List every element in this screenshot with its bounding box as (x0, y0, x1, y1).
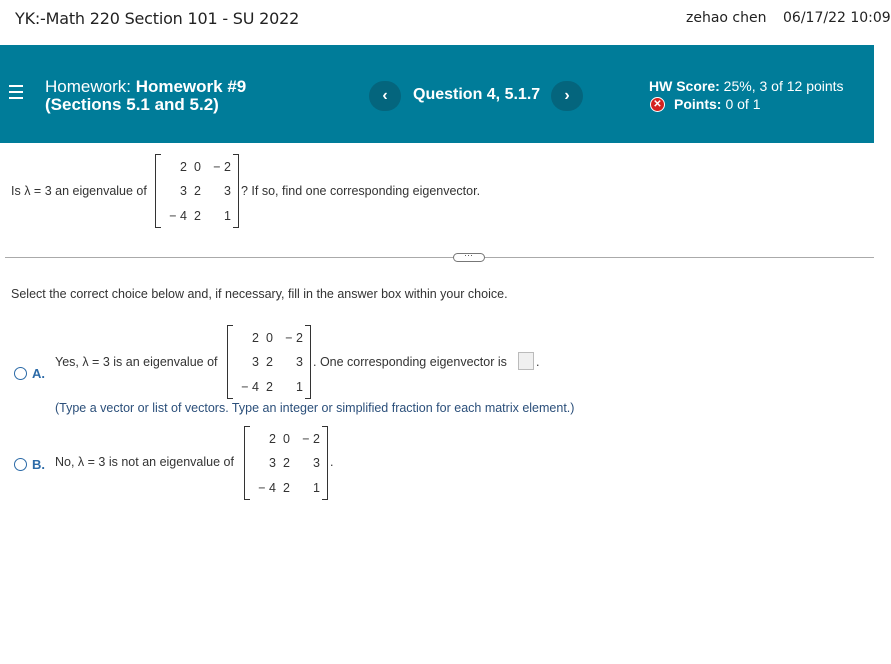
homework-subtitle: (Sections 5.1 and 5.2) (45, 95, 219, 114)
matrix-right-bracket (322, 426, 328, 500)
matrix-cell: 2 (266, 355, 273, 369)
matrix-cell: 2 (194, 184, 201, 198)
choice-b-prefix: No, λ = 3 is not an eigenvalue of (55, 455, 234, 469)
matrix-cell: 2 (269, 432, 276, 446)
matrix-right-bracket (233, 154, 239, 228)
matrix-cell: 1 (224, 209, 231, 223)
choice-a-letter[interactable]: A. (32, 366, 45, 381)
matrix-cell: 3 (313, 456, 320, 470)
next-question-button[interactable]: › (551, 81, 583, 111)
hw-score (649, 78, 844, 94)
choice-b-period: . (330, 455, 334, 469)
points-value: 0 of 1 (725, 96, 761, 112)
matrix-cell: 0 (194, 160, 201, 174)
matrix-cell: 1 (313, 481, 320, 495)
matrix-cell: − 2 (285, 331, 303, 345)
matrix-cell: 2 (283, 481, 290, 495)
matrix-cell: 0 (266, 331, 273, 345)
matrix-left-bracket (244, 426, 250, 500)
choice-b-radio[interactable] (14, 458, 27, 471)
matrix-cell: 2 (252, 331, 259, 345)
question-points (650, 96, 760, 112)
choice-a-hint: (Type a vector or list of vectors. Type an integer or simplified fraction for each matrix element.) (55, 401, 575, 415)
question-matrix (155, 154, 239, 228)
points-label: Points: (674, 96, 722, 112)
homework-title-name: Homework #9 (135, 77, 247, 96)
homework-title-prefix: Homework: (45, 77, 136, 96)
matrix-cell: 2 (180, 160, 187, 174)
matrix-cell: 0 (283, 432, 290, 446)
datetime: 06/17/22 10:09 (783, 10, 891, 26)
eigenvector-answer-box[interactable] (518, 352, 534, 370)
matrix-cell: 2 (266, 380, 273, 394)
matrix-cell: 3 (269, 456, 276, 470)
matrix-cell: 3 (252, 355, 259, 369)
question-prefix: Is λ = 3 an eigenvalue of (11, 184, 147, 198)
matrix-cell: 3 (180, 184, 187, 198)
course-title: YK:-Math 220 Section 101 - SU 2022 (15, 9, 300, 28)
section-divider (5, 257, 874, 258)
choice-a-prefix: Yes, λ = 3 is an eigenvalue of (55, 355, 218, 369)
matrix-left-bracket (227, 325, 233, 399)
hw-score-label: HW Score: (649, 78, 720, 94)
matrix-cell: 3 (224, 184, 231, 198)
hamburger-menu-icon[interactable] (9, 85, 23, 99)
matrix-left-bracket (155, 154, 161, 228)
top-bar (0, 0, 891, 45)
choice-a-suffix: . One corresponding eigenvector is (313, 355, 507, 369)
question-label: Question 4, 5.1.7 (413, 86, 541, 103)
previous-question-button[interactable]: ‹ (369, 81, 401, 111)
matrix-cell: 1 (296, 380, 303, 394)
matrix-cell: − 4 (241, 380, 259, 394)
matrix-right-bracket (305, 325, 311, 399)
instruction-text: Select the correct choice below and, if necessary, fill in the answer box within your choice. (11, 287, 508, 301)
x-circle-icon: ✕ (650, 97, 665, 112)
matrix-cell: − 2 (213, 160, 231, 174)
matrix-cell: − 4 (169, 209, 187, 223)
choice-a-period: . (536, 355, 540, 369)
user-name: zehao chen (686, 10, 767, 26)
homework-header (0, 45, 874, 143)
choice-a-matrix (227, 325, 311, 399)
matrix-cell: − 4 (258, 481, 276, 495)
choice-b-matrix (244, 426, 328, 500)
matrix-cell: − 2 (302, 432, 320, 446)
question-suffix: ? If so, find one corresponding eigenvector. (241, 184, 481, 198)
matrix-cell: 2 (283, 456, 290, 470)
choice-b-letter[interactable]: B. (32, 457, 45, 472)
matrix-cell: 2 (194, 209, 201, 223)
matrix-cell: 3 (296, 355, 303, 369)
expand-more-button[interactable]: ⋯ (453, 253, 485, 262)
homework-title (45, 78, 246, 114)
choice-a-radio[interactable] (14, 367, 27, 380)
hw-score-value: 25%, 3 of 12 points (719, 78, 844, 94)
